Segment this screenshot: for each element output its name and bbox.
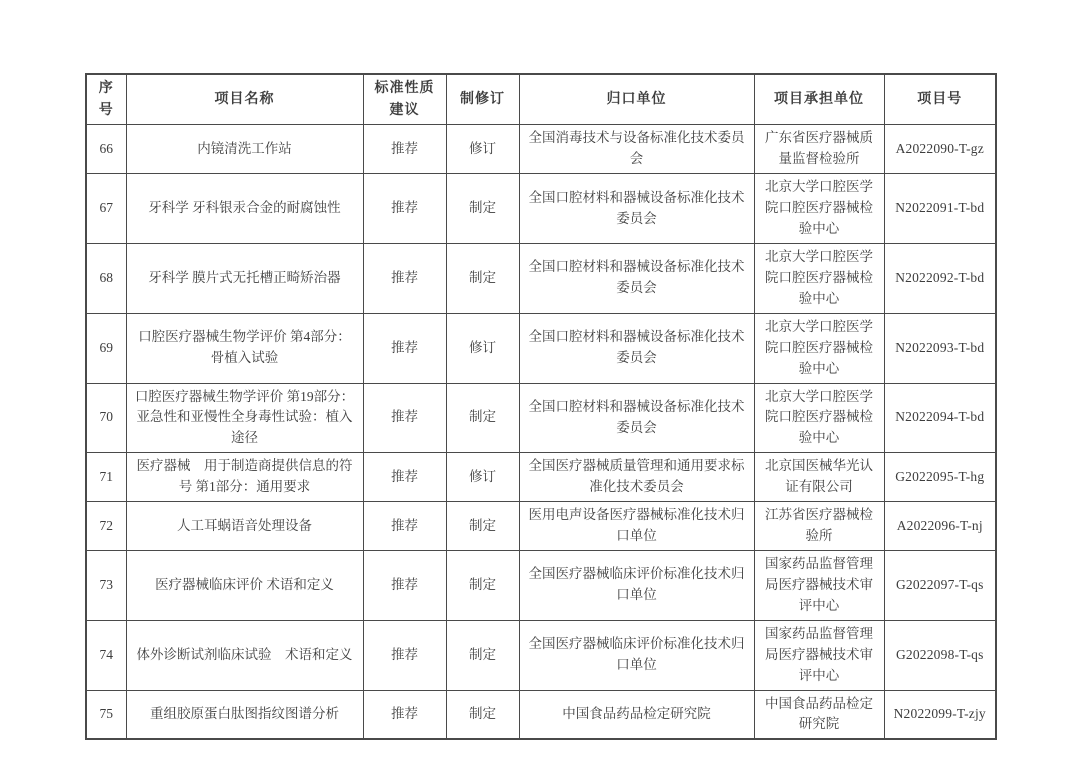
cell-standard-nature: 推荐	[363, 383, 446, 453]
cell-centralized-unit: 医用电声设备医疗器械标准化技术归口单位	[519, 502, 754, 551]
cell-seq: 69	[86, 313, 126, 383]
cell-revision-type: 制定	[446, 550, 519, 620]
cell-seq: 66	[86, 125, 126, 174]
cell-undertaking-unit: 中国食品药品检定研究院	[754, 690, 884, 739]
standards-project-table	[85, 73, 997, 740]
table-row	[86, 174, 996, 244]
cell-undertaking-unit: 北京大学口腔医学院口腔医疗器械检验中心	[754, 383, 884, 453]
header-project-name: 项目名称	[126, 74, 363, 125]
cell-undertaking-unit: 国家药品监督管理局医疗器械技术审评中心	[754, 550, 884, 620]
table-row	[86, 125, 996, 174]
table-row	[86, 620, 996, 690]
cell-revision-type: 制定	[446, 174, 519, 244]
cell-project-name: 牙科学 牙科银汞合金的耐腐蚀性	[126, 174, 363, 244]
table-row	[86, 243, 996, 313]
cell-revision-type: 制定	[446, 690, 519, 739]
cell-project-name: 医疗器械 用于制造商提供信息的符号 第1部分：通用要求	[126, 453, 363, 502]
cell-undertaking-unit: 北京大学口腔医学院口腔医疗器械检验中心	[754, 243, 884, 313]
cell-seq: 67	[86, 174, 126, 244]
cell-project-name: 重组胶原蛋白肽图指纹图谱分析	[126, 690, 363, 739]
cell-undertaking-unit: 北京大学口腔医学院口腔医疗器械检验中心	[754, 174, 884, 244]
cell-project-name: 体外诊断试剂临床试验 术语和定义	[126, 620, 363, 690]
cell-seq: 70	[86, 383, 126, 453]
header-undertaking-unit: 项目承担单位	[754, 74, 884, 125]
cell-project-id: G2022095-T-hg	[884, 453, 996, 502]
header-seq: 序号	[86, 74, 126, 125]
cell-project-id: A2022090-T-gz	[884, 125, 996, 174]
cell-seq: 73	[86, 550, 126, 620]
header-project-id: 项目号	[884, 74, 996, 125]
cell-project-name: 口腔医疗器械生物学评价 第4部分：骨植入试验	[126, 313, 363, 383]
cell-revision-type: 制定	[446, 243, 519, 313]
table-row	[86, 690, 996, 739]
table-row	[86, 550, 996, 620]
cell-project-id: N2022099-T-zjy	[884, 690, 996, 739]
cell-standard-nature: 推荐	[363, 243, 446, 313]
cell-project-id: N2022091-T-bd	[884, 174, 996, 244]
table-row	[86, 502, 996, 551]
cell-standard-nature: 推荐	[363, 174, 446, 244]
cell-seq: 74	[86, 620, 126, 690]
table-header-row	[86, 74, 996, 125]
cell-centralized-unit: 全国医疗器械临床评价标准化技术归口单位	[519, 620, 754, 690]
cell-project-name: 医疗器械临床评价 术语和定义	[126, 550, 363, 620]
cell-project-name: 人工耳蜗语音处理设备	[126, 502, 363, 551]
cell-revision-type: 制定	[446, 383, 519, 453]
header-centralized-unit: 归口单位	[519, 74, 754, 125]
cell-revision-type: 修订	[446, 453, 519, 502]
cell-centralized-unit: 全国消毒技术与设备标准化技术委员会	[519, 125, 754, 174]
cell-project-name: 内镜清洗工作站	[126, 125, 363, 174]
cell-seq: 75	[86, 690, 126, 739]
cell-standard-nature: 推荐	[363, 690, 446, 739]
cell-undertaking-unit: 江苏省医疗器械检验所	[754, 502, 884, 551]
cell-centralized-unit: 全国口腔材料和器械设备标准化技术委员会	[519, 243, 754, 313]
cell-seq: 71	[86, 453, 126, 502]
cell-revision-type: 制定	[446, 502, 519, 551]
table-row	[86, 453, 996, 502]
cell-project-id: N2022092-T-bd	[884, 243, 996, 313]
cell-revision-type: 修订	[446, 313, 519, 383]
cell-revision-type: 制定	[446, 620, 519, 690]
cell-standard-nature: 推荐	[363, 620, 446, 690]
header-revision-type: 制修订	[446, 74, 519, 125]
cell-project-id: N2022093-T-bd	[884, 313, 996, 383]
cell-seq: 72	[86, 502, 126, 551]
cell-revision-type: 修订	[446, 125, 519, 174]
cell-project-name: 牙科学 膜片式无托槽正畸矫治器	[126, 243, 363, 313]
cell-standard-nature: 推荐	[363, 125, 446, 174]
table-row	[86, 383, 996, 453]
cell-project-id: N2022094-T-bd	[884, 383, 996, 453]
cell-centralized-unit: 全国口腔材料和器械设备标准化技术委员会	[519, 383, 754, 453]
cell-undertaking-unit: 北京大学口腔医学院口腔医疗器械检验中心	[754, 313, 884, 383]
cell-standard-nature: 推荐	[363, 313, 446, 383]
cell-centralized-unit: 全国口腔材料和器械设备标准化技术委员会	[519, 174, 754, 244]
cell-undertaking-unit: 国家药品监督管理局医疗器械技术审评中心	[754, 620, 884, 690]
cell-project-id: G2022097-T-qs	[884, 550, 996, 620]
cell-project-id: G2022098-T-qs	[884, 620, 996, 690]
header-standard-nature: 标准性质建议	[363, 74, 446, 125]
cell-centralized-unit: 全国口腔材料和器械设备标准化技术委员会	[519, 313, 754, 383]
cell-centralized-unit: 全国医疗器械临床评价标准化技术归口单位	[519, 550, 754, 620]
cell-centralized-unit: 全国医疗器械质量管理和通用要求标准化技术委员会	[519, 453, 754, 502]
cell-standard-nature: 推荐	[363, 550, 446, 620]
cell-seq: 68	[86, 243, 126, 313]
cell-undertaking-unit: 广东省医疗器械质量监督检验所	[754, 125, 884, 174]
cell-project-name: 口腔医疗器械生物学评价 第19部分：亚急性和亚慢性全身毒性试验：植入途径	[126, 383, 363, 453]
cell-project-id: A2022096-T-nj	[884, 502, 996, 551]
cell-centralized-unit: 中国食品药品检定研究院	[519, 690, 754, 739]
cell-undertaking-unit: 北京国医械华光认证有限公司	[754, 453, 884, 502]
table-row	[86, 313, 996, 383]
cell-standard-nature: 推荐	[363, 502, 446, 551]
cell-standard-nature: 推荐	[363, 453, 446, 502]
